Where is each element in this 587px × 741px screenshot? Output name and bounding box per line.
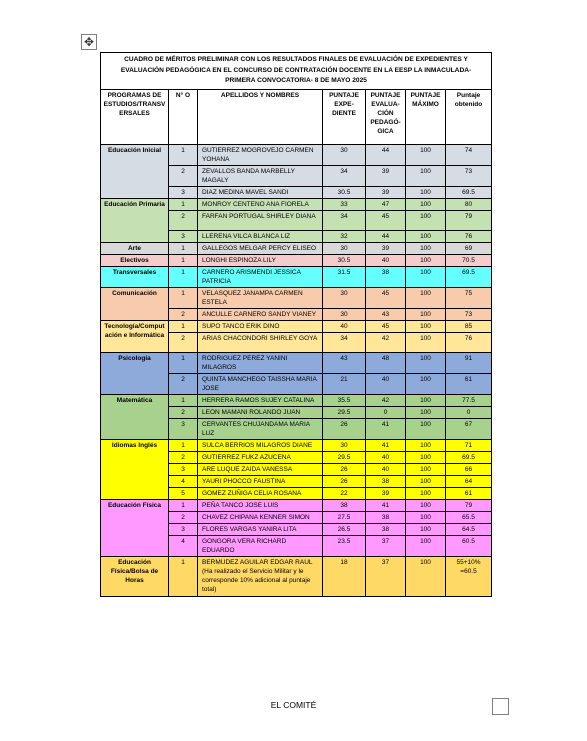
- score-expediente: 29.5: [323, 407, 366, 419]
- applicant-name: SULCA BERRIOS MILAGROS DIANE: [198, 440, 323, 452]
- program-cell: Idiomas Inglés: [101, 440, 169, 500]
- score-evaluacion: 39: [366, 243, 406, 255]
- program-cell: Educación Física: [101, 500, 169, 557]
- score-maximo: 100: [406, 231, 446, 243]
- move-handle-icon[interactable]: [81, 34, 97, 50]
- row-number: 1: [169, 288, 198, 309]
- score-evaluacion: 0: [366, 407, 406, 419]
- score-evaluacion: 40: [366, 255, 406, 267]
- score-evaluacion: 41: [366, 500, 406, 512]
- table-row: [101, 145, 492, 166]
- score-obtenido: 80: [446, 199, 492, 211]
- score-obtenido: 71: [446, 440, 492, 452]
- table-row: [101, 267, 492, 288]
- row-number: 1: [169, 145, 198, 166]
- score-expediente: 30.5: [323, 187, 366, 199]
- table-row: [101, 243, 492, 255]
- applicant-name: BERMUDEZ AGUILAR EDGAR RAUL (Ha realizado el Servicio Militar y le corresponde 10% adicional al puntaje total): [198, 557, 323, 597]
- score-maximo: 100: [406, 166, 446, 187]
- score-expediente: 43: [323, 353, 366, 374]
- row-number: 2: [169, 407, 198, 419]
- score-evaluacion: 42: [366, 333, 406, 353]
- score-maximo: 100: [406, 255, 446, 267]
- program-cell: Comunicación: [101, 288, 169, 321]
- score-expediente: 30: [323, 440, 366, 452]
- score-maximo: 100: [406, 464, 446, 476]
- score-evaluacion: 37: [366, 557, 406, 597]
- table-row: [101, 500, 492, 512]
- score-evaluacion: 38: [366, 476, 406, 488]
- header-puntaje-maximo: PUNTAJE MÁXIMO: [406, 90, 446, 145]
- applicant-name: CARNERO ARISMENDI JESSICA PATRICIA: [198, 267, 323, 288]
- score-expediente: 32: [323, 231, 366, 243]
- score-expediente: 34: [323, 333, 366, 353]
- applicant-name: ARIAS CHACONDORI SHIRLEY GOYA: [198, 333, 323, 353]
- score-obtenido: 74: [446, 145, 492, 166]
- score-maximo: 100: [406, 419, 446, 440]
- score-expediente: 26.5: [323, 524, 366, 536]
- table-header-row: [101, 90, 492, 145]
- score-evaluacion: 38: [366, 512, 406, 524]
- score-expediente: 34: [323, 211, 366, 231]
- score-expediente: 21: [323, 374, 366, 395]
- applicant-name: MONROY CENTENO ANA FIORELA: [198, 199, 323, 211]
- program-cell: Psicología: [101, 353, 169, 395]
- table-row: [101, 321, 492, 333]
- score-maximo: 100: [406, 524, 446, 536]
- program-cell: Educación Física/Bolsa de Horas: [101, 557, 169, 597]
- score-evaluacion: 44: [366, 231, 406, 243]
- score-maximo: 100: [406, 512, 446, 524]
- results-table: [100, 52, 492, 597]
- applicant-name: CERVANTES CHUJANDAMA MARIA LUZ: [198, 419, 323, 440]
- score-evaluacion: 45: [366, 288, 406, 309]
- score-maximo: 100: [406, 199, 446, 211]
- table-row: [101, 440, 492, 452]
- score-obtenido: 75: [446, 288, 492, 309]
- table-row: [101, 395, 492, 407]
- table-row: [101, 353, 492, 374]
- score-obtenido: 85: [446, 321, 492, 333]
- score-obtenido: 61: [446, 374, 492, 395]
- score-maximo: 100: [406, 476, 446, 488]
- row-number: 1: [169, 267, 198, 288]
- score-expediente: 30: [323, 309, 366, 321]
- score-maximo: 100: [406, 211, 446, 231]
- applicant-name: GALLEGOS MELGAR PERCY ELISEO: [198, 243, 323, 255]
- score-maximo: 100: [406, 536, 446, 557]
- score-evaluacion: 45: [366, 211, 406, 231]
- applicant-name: PEÑA TANCO JOSE LUIS: [198, 500, 323, 512]
- score-obtenido: 76: [446, 231, 492, 243]
- score-evaluacion: 47: [366, 199, 406, 211]
- applicant-name: ARE LUQUE ZAIDA VANESSA: [198, 464, 323, 476]
- row-number: 4: [169, 536, 198, 557]
- score-maximo: 100: [406, 452, 446, 464]
- header-puntaje-expediente: PUNTAJE EXPE- DIENTE: [323, 90, 366, 145]
- score-expediente: 23.5: [323, 536, 366, 557]
- header-puntaje-obtenido: Puntaje obtenido: [446, 90, 492, 145]
- row-number: 1: [169, 321, 198, 333]
- row-number: 2: [169, 374, 198, 395]
- applicant-name: LLERENA VILCA BLANCA LIZ: [198, 231, 323, 243]
- score-maximo: 100: [406, 288, 446, 309]
- applicant-name: LONGHI ESPINOZA LILY: [198, 255, 323, 267]
- score-obtenido: 61: [446, 488, 492, 500]
- applicant-name: RODRIGUEZ PEREZ YANINI MILAGROS: [198, 353, 323, 374]
- score-obtenido: 55+10% =60.5: [446, 557, 492, 597]
- score-maximo: 100: [406, 353, 446, 374]
- score-evaluacion: 38: [366, 267, 406, 288]
- applicant-name: SUPO TANCO ERIK DINO: [198, 321, 323, 333]
- applicant-name: DIAZ MEDINA MAVEL SANDI: [198, 187, 323, 199]
- score-obtenido: 67: [446, 419, 492, 440]
- applicant-name: VELASQUEZ JANAMPA CARMEN ESTELA: [198, 288, 323, 309]
- score-expediente: 18: [323, 557, 366, 597]
- score-obtenido: 64.5: [446, 524, 492, 536]
- score-obtenido: 73: [446, 166, 492, 187]
- score-evaluacion: 41: [366, 419, 406, 440]
- score-evaluacion: 37: [366, 536, 406, 557]
- score-maximo: 100: [406, 374, 446, 395]
- score-evaluacion: 42: [366, 395, 406, 407]
- score-maximo: 100: [406, 321, 446, 333]
- score-evaluacion: 39: [366, 488, 406, 500]
- row-number: 1: [169, 353, 198, 374]
- row-number: 1: [169, 199, 198, 211]
- score-obtenido: 0: [446, 407, 492, 419]
- score-maximo: 100: [406, 243, 446, 255]
- score-obtenido: 69.5: [446, 187, 492, 199]
- score-obtenido: 69.5: [446, 452, 492, 464]
- row-number: 1: [169, 440, 198, 452]
- score-expediente: 27.5: [323, 512, 366, 524]
- applicant-name: YAURI PHOCCO FAUSTINA: [198, 476, 323, 488]
- row-number: 3: [169, 419, 198, 440]
- score-evaluacion: 40: [366, 374, 406, 395]
- program-cell: Transversales: [101, 267, 169, 288]
- score-expediente: 30: [323, 145, 366, 166]
- row-number: 1: [169, 243, 198, 255]
- header-programas: PROGRAMAS DE ESTUDIOS/TRANSVERSALES: [101, 90, 169, 145]
- row-number: 2: [169, 166, 198, 187]
- row-number: 2: [169, 333, 198, 353]
- row-number: 2: [169, 211, 198, 231]
- score-expediente: 38: [323, 500, 366, 512]
- score-obtenido: 76: [446, 333, 492, 353]
- score-obtenido: 70.5: [446, 255, 492, 267]
- score-obtenido: 69: [446, 243, 492, 255]
- score-obtenido: 91: [446, 353, 492, 374]
- score-expediente: 33: [323, 199, 366, 211]
- row-number: 3: [169, 524, 198, 536]
- program-cell: Tecnología/Computación e Informática: [101, 321, 169, 353]
- applicant-name: QUINTA MANCHEGO TAISSHA MARIA JOSE: [198, 374, 323, 395]
- score-maximo: 100: [406, 333, 446, 353]
- score-maximo: 100: [406, 500, 446, 512]
- score-maximo: 100: [406, 187, 446, 199]
- score-maximo: 100: [406, 309, 446, 321]
- score-evaluacion: 39: [366, 187, 406, 199]
- score-obtenido: 60.5: [446, 536, 492, 557]
- score-evaluacion: 45: [366, 321, 406, 333]
- score-evaluacion: 48: [366, 353, 406, 374]
- score-maximo: 100: [406, 145, 446, 166]
- score-expediente: 35.5: [323, 395, 366, 407]
- score-maximo: 100: [406, 267, 446, 288]
- score-expediente: 30: [323, 243, 366, 255]
- row-number: 1: [169, 395, 198, 407]
- header-numero: N° O: [169, 90, 198, 145]
- score-evaluacion: 38: [366, 524, 406, 536]
- applicant-name: GOMEZ ZUÑIGA CELIA ROSANA: [198, 488, 323, 500]
- score-obtenido: 64: [446, 476, 492, 488]
- applicant-name: FLORES VARGAS YANIRA LITA: [198, 524, 323, 536]
- header-apellidos: APELLIDOS Y NOMBRES: [198, 90, 323, 145]
- row-number: 2: [169, 452, 198, 464]
- score-expediente: 30.5: [323, 255, 366, 267]
- table-row: [101, 288, 492, 309]
- score-maximo: 100: [406, 557, 446, 597]
- score-evaluacion: 40: [366, 452, 406, 464]
- score-expediente: 30: [323, 288, 366, 309]
- score-evaluacion: 43: [366, 309, 406, 321]
- score-expediente: 31.5: [323, 267, 366, 288]
- applicant-name: CHAVEZ CHIPANA KENNER SIMON: [198, 512, 323, 524]
- score-maximo: 100: [406, 440, 446, 452]
- score-expediente: 22: [323, 488, 366, 500]
- score-expediente: 34: [323, 166, 366, 187]
- score-obtenido: 77.5: [446, 395, 492, 407]
- results-table-container: [100, 52, 491, 597]
- corner-checkbox[interactable]: [492, 698, 509, 715]
- row-number: 1: [169, 255, 198, 267]
- row-number: 3: [169, 231, 198, 243]
- table-row: [101, 199, 492, 211]
- score-obtenido: 79: [446, 211, 492, 231]
- applicant-name: GUTIERREZ FUKZ AZUCENA: [198, 452, 323, 464]
- applicant-name: ANCULLE CARNERO SANDY VIANEY: [198, 309, 323, 321]
- table-title: CUADRO DE MÉRITOS PRELIMINAR CON LOS RESULTADOS FINALES DE EVALUACIÓN DE EXPEDIENTES Y EVALUACIÓN PEDAGÓGICA EN EL CONCURSO DE CONTRATACIÓN DOCENTE EN LA EESP LA INMACULADA- PRIMERA CONVOCATORIA- 8 DE MAYO 2025: [101, 53, 492, 90]
- header-puntaje-evaluacion: PUNTAJE EVALUA- CIÓN PEDAGÓ- GICA: [366, 90, 406, 145]
- program-cell: Electivos: [101, 255, 169, 267]
- applicant-name: ZEVALLOS BANDA MARBELLY MAGALY: [198, 166, 323, 187]
- row-number: 2: [169, 512, 198, 524]
- row-number: 5: [169, 488, 198, 500]
- score-expediente: 40: [323, 321, 366, 333]
- score-maximo: 100: [406, 407, 446, 419]
- score-maximo: 100: [406, 488, 446, 500]
- program-cell: Arte: [101, 243, 169, 255]
- row-number: 1: [169, 500, 198, 512]
- row-number: 3: [169, 464, 198, 476]
- score-evaluacion: 44: [366, 145, 406, 166]
- move-glyph: ✥: [83, 35, 95, 49]
- applicant-name: HERRERA RAMOS SUJEY CATALINA: [198, 395, 323, 407]
- program-cell: Educación Primaria: [101, 199, 169, 243]
- row-number: 2: [169, 309, 198, 321]
- row-number: 4: [169, 476, 198, 488]
- score-obtenido: 73: [446, 309, 492, 321]
- applicant-name: FARFAN PORTUGAL SHIRLEY DIANA: [198, 211, 323, 231]
- score-maximo: 100: [406, 395, 446, 407]
- score-obtenido: 66: [446, 464, 492, 476]
- score-evaluacion: 40: [366, 464, 406, 476]
- table-row: [101, 557, 492, 597]
- applicant-name: GUTIERREZ MOGROVEJO CARMEN YOHANA: [198, 145, 323, 166]
- row-number: 1: [169, 557, 198, 597]
- program-cell: Matemática: [101, 395, 169, 440]
- table-row: [101, 255, 492, 267]
- applicant-name: LEON MAMANI ROLANDO JUAN: [198, 407, 323, 419]
- score-expediente: 26: [323, 476, 366, 488]
- score-obtenido: 79: [446, 500, 492, 512]
- score-evaluacion: 39: [366, 166, 406, 187]
- committee-signature: EL COMITÉ: [270, 700, 317, 710]
- score-obtenido: 65.5: [446, 512, 492, 524]
- score-expediente: 26: [323, 464, 366, 476]
- score-expediente: 26: [323, 419, 366, 440]
- score-obtenido: 69.5: [446, 267, 492, 288]
- program-cell: Educación Inicial: [101, 145, 169, 199]
- applicant-name: GONGORA VERA RICHARD EDUARDO: [198, 536, 323, 557]
- score-expediente: 29.5: [323, 452, 366, 464]
- score-evaluacion: 41: [366, 440, 406, 452]
- row-number: 3: [169, 187, 198, 199]
